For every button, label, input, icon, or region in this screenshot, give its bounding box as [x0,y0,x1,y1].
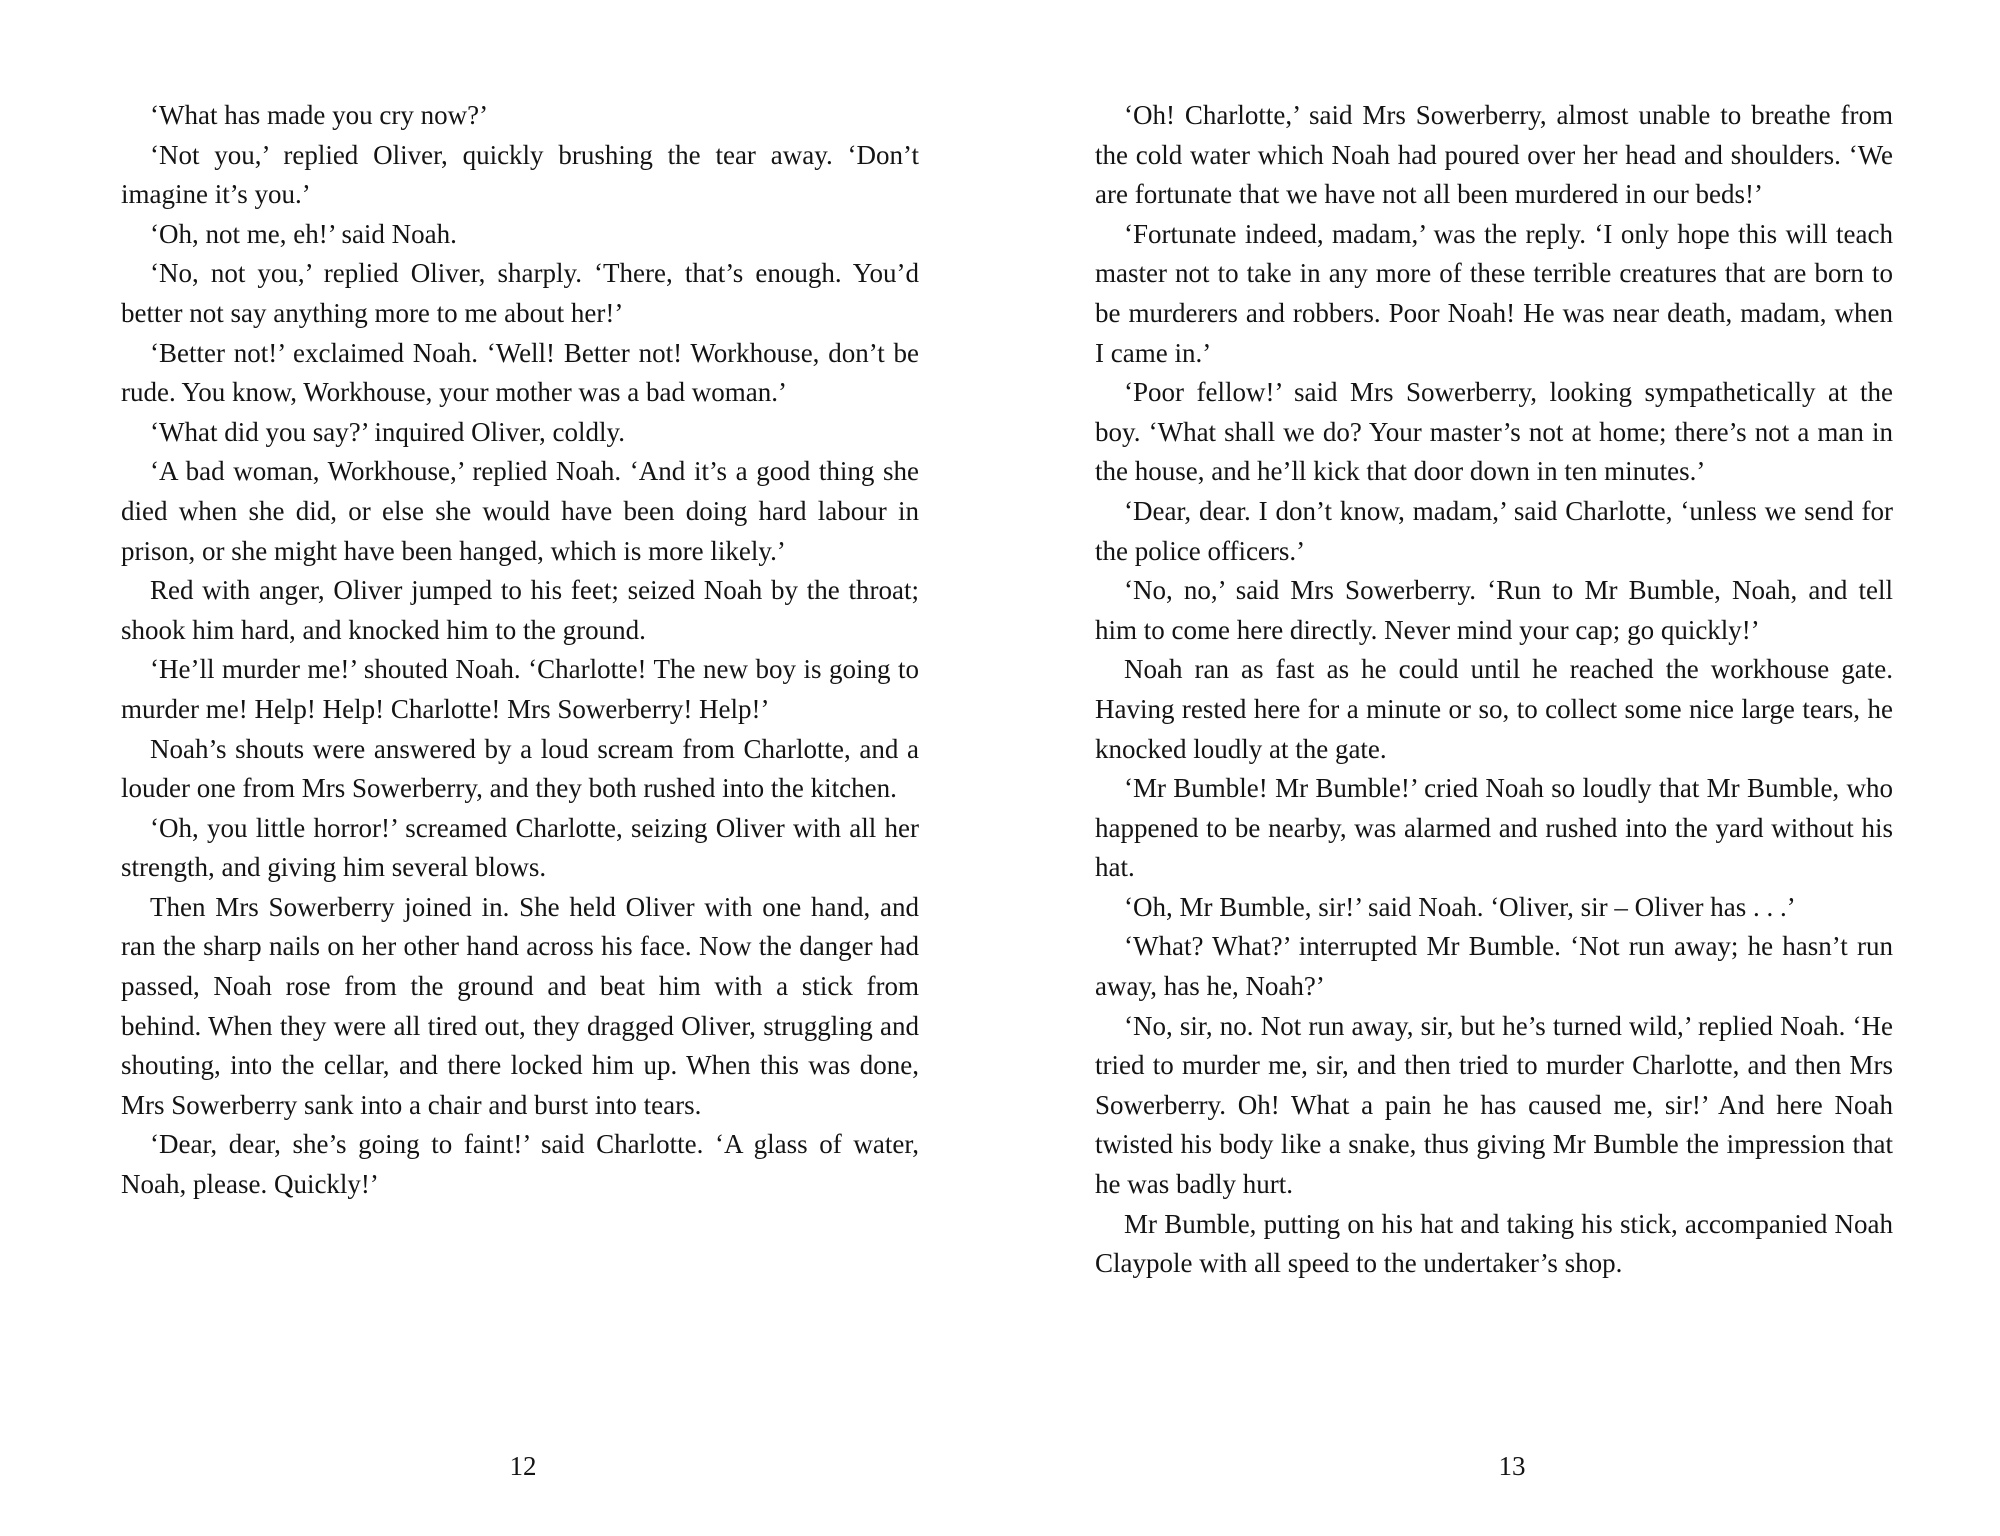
paragraph: ‘Oh, not me, eh!’ said Noah. [150,218,457,249]
paragraph: ‘Oh, Mr Bumble, sir!’ said Noah. ‘Oliver, sir – Oliver has . . .’ [1124,891,1796,922]
paragraph: ‘What has made you cry now?’ [150,100,489,130]
paragraph: Noah ran as fast as he could until he reached the workhouse gate. Having rested here for a minute or so, to collect some nice large tears, he knocked loudly at the gate. [1095,654,1893,764]
page-number-left: 12 [509,1451,537,1481]
paragraph: ‘Poor fellow!’ said Mrs Sowerberry, looking sympathetically at the boy. ‘What shall we do? Your master’s not at home; there’s not a man in the house, and he’ll kick that door down in ten minutes.’ [1095,377,1893,487]
paragraph: Red with anger, Oliver jumped to his feet; seized Noah by the throat; shook him hard, and knocked him to the ground. [121,575,919,645]
paragraph: ‘Oh! Charlotte,’ said Mrs Sowerberry, almost unable to breathe from the cold water which Noah had poured over her head and shoulders. ‘We are fortunate that we have not all been murdered in our beds!’ [1095,100,1893,210]
paragraph: ‘What? What?’ interrupted Mr Bumble. ‘Not run away; he hasn’t run away, has he, Noah?’ [1095,931,1893,1002]
right-page [1095,96,1893,1284]
paragraph: Then Mrs Sowerberry joined in. She held Oliver with one hand, and ran the sharp nails on her other hand across his face. Now the danger had passed, Noah rose from the ground and beat him with a stick from behind. When they were all tired out, they dragged Oliver, struggling and shouting, into the cellar, and there locked him up. When this was done, Mrs Sowerberry sank into a chair and burst into tears. [121,891,919,1120]
paragraph: ‘He’ll murder me!’ shouted Noah. ‘Charlotte! The new boy is going to murder me! Help! Help! Charlotte! Mrs Sowerberry! Help!’ [121,654,919,724]
paragraph: Mr Bumble, putting on his hat and taking his stick, accompanied Noah Claypole with all speed to the undertaker’s shop. [1095,1208,1893,1279]
paragraph: ‘What did you say?’ inquired Oliver, coldly. [150,416,626,447]
paragraph: ‘Dear, dear, she’s going to faint!’ said Charlotte. ‘A glass of water, Noah, please. Quickly!’ [121,1129,919,1200]
left-page [121,96,919,1205]
paragraph: ‘No, no,’ said Mrs Sowerberry. ‘Run to Mr Bumble, Noah, and tell him to come here directly. Never mind your cap; go quickly!’ [1095,575,1893,645]
paragraph: ‘Mr Bumble! Mr Bumble!’ cried Noah so loudly that Mr Bumble, who happened to be nearby, was alarmed and rushed into the yard without his hat. [1095,773,1893,883]
paragraph: Noah’s shouts were answered by a loud scream from Charlotte, and a louder one from Mrs Sowerberry, and they both rushed into the kitchen. [121,733,919,804]
paragraph: ‘Oh, you little horror!’ screamed Charlotte, seizing Oliver with all her strength, and giving him several blows. [121,812,919,883]
page-number-right: 13 [1498,1451,1526,1481]
paragraph: ‘Better not!’ exclaimed Noah. ‘Well! Better not! Workhouse, don’t be rude. You know, Workhouse, your mother was a bad woman.’ [121,337,919,408]
paragraph: ‘Not you,’ replied Oliver, quickly brushing the tear away. ‘Don’t imagine it’s you.’ [121,139,919,210]
paragraph: ‘No, sir, no. Not run away, sir, but he’s turned wild,’ replied Noah. ‘He tried to murder me, sir, and then tried to murder Charlotte, and then Mrs Sowerberry. Oh! What a pain he has caused me, sir!’ And here Noah twisted his body like a snake, thus giving Mr Bumble the impression that he was badly hurt. [1095,1010,1893,1200]
paragraph: ‘Fortunate indeed, madam,’ was the reply. ‘I only hope this will teach master not to take in any more of these terrible creatures that are born to be murderers and robbers. Poor Noah! He was near death, madam, when I came in.’ [1095,218,1893,368]
paragraph: ‘Dear, dear. I don’t know, madam,’ said Charlotte, ‘unless we send for the police officers.’ [1095,495,1893,566]
paragraph: ‘No, not you,’ replied Oliver, sharply. ‘There, that’s enough. You’d better not say anything more to me about her!’ [121,258,919,328]
paragraph: ‘A bad woman, Workhouse,’ replied Noah. ‘And it’s a good thing she died when she did, or else she would have been doing hard labour in prison, or she might have been hanged, which is more likely.’ [121,456,919,566]
